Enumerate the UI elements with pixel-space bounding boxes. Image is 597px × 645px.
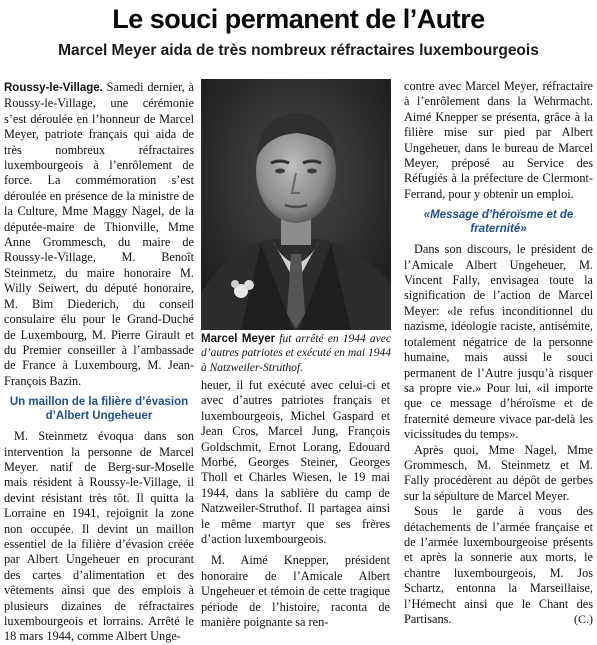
article-column-2: [201, 378, 390, 631]
dateline: Roussy-le-Village.: [4, 82, 103, 94]
article-headline: Le souci permanent de l’Autre: [112, 4, 485, 34]
photo-caption: [201, 332, 391, 375]
paragraph: Dans son discours, le président de l’Amicale Albert Ungeheuer, M. Vincent Fally, envisagea toute la signification de l’action de Marcel Meyer: «le refus inconditionnel du nazisme, idéologie raciste, antisémite, totalement négatrice de la personne humaine, mais aussi le souci permanent de l’Autre jusqu’à risquer sa propre vie.» Pour lui, «il importe que ce message d’héroïsme et de fraternité demeure vivace par-delà les vicissitudes du temps».: [404, 242, 593, 442]
article-column-3: [404, 79, 593, 627]
article-subheadline: Marcel Meyer aida de très nombreux réfractaires luxembourgeois: [58, 42, 539, 59]
intertitle: Un maillon de la filière d’évasion d’Albert Ungeheuer: [9, 396, 189, 423]
paragraph: M. Steinmetz évoqua dans son intervention la personne de Marcel Meyer. natif de Berg-sur-Moselle mais résident à Roussy-le-Village, il devint résistant très tôt. Il quitta la Lorraine en 1941, rejoignit la zone non occupée. Il devint un maillon essentiel de la filière d’évasion créée par Albert Ungeheuer en procurant des cartes d’alimentation et des vêtements ainsi que des emplois à plusieurs dizaines de réfractaires luxembourgeois et lorrains. Arrêté le 18 mars 1944, comme Albert Unge-: [4, 429, 194, 644]
caption-name: Marcel Meyer: [201, 333, 276, 345]
paragraph: [4, 80, 194, 389]
paragraph: Après quoi, Mme Nagel, Mme Grommesch, M. Steinmetz et M. Fally procédèrent au dépôt de gerbes sur la sépulture de Marcel Meyer.: [404, 442, 593, 503]
caption-text: fut arrêté en 1944 avec d’autres patriotes et exécuté en mai 1944 à Natzweiler-Struthof.: [201, 333, 391, 374]
paragraph: contre avec Marcel Meyer, réfractaire à l’enrôlement dans la Wehrmacht. Aimé Knepper se présenta, grâce à la filière mise sur pied par Albert Ungeheuer, dans le bureau de Marcel Meyer, préposé au Service des Réfugiés à la préfecture de Clermont-Ferrand, pour y obtenir un emploi.: [404, 79, 593, 201]
intertitle: «Message d’héroïsme et de fraternité»: [423, 209, 574, 236]
article-column-1: [4, 80, 194, 645]
author-signature: (C.): [574, 612, 593, 626]
paragraph: [404, 504, 593, 627]
paragraph: heuer, il fut exécuté avec celui-ci et avec d’autres patriotes français et luxembourgeois, Michel Gaspard et Jean Cros, Marcel Jung, François Goldschmit, Ernot Lorang, Edouard Morbé, Georges Steiner, Georges Tholl et Charles Wiesen, le 19 mai 1944, dans la sablière du camp de Natzweiler-Struthof. Il partagea ainsi le même martyr que ses frères d’action luxembourgeois.: [201, 378, 390, 547]
paragraph-text: Samedi dernier, à Roussy-le-Village, une cérémonie s’est déroulée en l’honneur de Marcel Meyer, patriote français qui aida de très nombreux réfractaires luxembourgeois à l’enrôlement de force. La commémoration s’est déroulée en présence de la ministre de la Culture, Mme Maggy Nagel, de la députée-maire de Thionville, Mme Anne Grommesch, du maire de Roussy-le-Village, M. Benoît Steinmetz, du maire honoraire M. Willy Seiwert, du député honoraire, M. Bim Diederich, du conseil consulaire élu pour le Grand-Duché de Luxembourg, M. Pierre Girault et du Premier conseiller à l’ambassade de France à Luxembourg, M. Jean-François Bazin.: [4, 80, 194, 388]
paragraph-text: Sous le garde à vous des détachements de l’armée française et de l’armée luxembourgeoise présents et après la sonnerie aux morts, le chantre luxembourgeois, M. Jos Schartz, entonna la Marseillaise, l’Hémecht ainsi que le Chant des Partisans.: [404, 504, 593, 626]
portrait-photo: [201, 79, 391, 330]
paragraph: M. Aimé Knepper, président honoraire de l’Amicale Albert Ungeheuer et témoin de cette tragique période de l’histoire, raconta de manière poignante sa ren-: [201, 553, 390, 630]
